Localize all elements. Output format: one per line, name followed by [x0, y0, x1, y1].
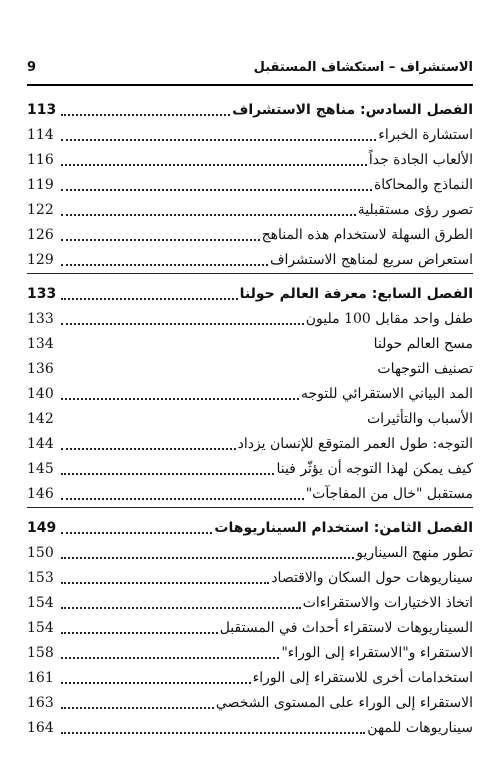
dot-leader: [61, 557, 354, 559]
dot-leader: [61, 323, 304, 325]
toc-entry-row[interactable]: [27, 148, 473, 173]
page-number: 144: [27, 436, 54, 452]
chapter-heading-row[interactable]: [27, 282, 473, 307]
toc-entry-row[interactable]: [27, 616, 473, 641]
page-number: 149: [27, 520, 57, 536]
toc-entry-row[interactable]: [27, 566, 473, 591]
entry-title: الاستقراء إلى الوراء على المستوى الشخصي: [215, 695, 473, 711]
page-number: 142: [27, 411, 54, 427]
entry-title: تطور منهج السيناريو: [356, 545, 473, 561]
toc-entry-row[interactable]: [27, 382, 473, 407]
toc-entry-row[interactable]: [27, 482, 473, 507]
dot-leader: [61, 582, 269, 584]
page-number: 133: [27, 286, 57, 302]
entry-title: كيف يمكن لهذا التوجه أن يؤثّر فينا: [276, 461, 473, 477]
toc-entry-row[interactable]: [27, 248, 473, 273]
toc-entry-row[interactable]: [27, 432, 473, 457]
dot-leader: [61, 532, 212, 534]
chapter-block: [27, 516, 473, 741]
header-rule: [27, 84, 473, 86]
toc-entry-row[interactable]: [27, 332, 473, 357]
entry-title: النماذج والمحاكاة: [373, 177, 473, 193]
page-number: 133: [27, 311, 54, 327]
page-number: 113: [27, 102, 57, 118]
entry-title: اتخاذ الاختيارات والاستقراءات: [302, 595, 473, 611]
entry-title: استشارة الخبراء: [378, 127, 473, 143]
entry-title: طفل واحد مقابل 100 مليون: [305, 311, 473, 327]
page-number: 154: [27, 620, 54, 636]
dot-leader: [61, 657, 279, 659]
dot-leader: [61, 264, 268, 266]
dot-leader: [61, 189, 372, 191]
chapter-block: [27, 98, 473, 274]
entry-title: مسح العالم حولنا: [373, 336, 473, 352]
dot-leader: [61, 732, 365, 734]
toc-entry-row[interactable]: [27, 691, 473, 716]
dot-leader: [61, 448, 236, 450]
page-number: 153: [27, 570, 54, 586]
entry-title: مستقبل "خال من المفاجآت": [305, 486, 473, 502]
dot-leader: [61, 164, 367, 166]
page-number: 150: [27, 545, 54, 561]
toc-entry-row[interactable]: [27, 541, 473, 566]
dot-leader: [61, 632, 218, 634]
entry-title: استخدامات أخرى للاستقراء إلى الوراء: [252, 670, 473, 686]
dot-leader: [61, 707, 214, 709]
page-number: 140: [27, 386, 54, 402]
toc-entry-row[interactable]: [27, 641, 473, 666]
entry-title: استعراض سريع لمناهج الاستشراف: [269, 252, 473, 268]
entry-title: تصور رؤى مستقبلية: [357, 202, 473, 218]
chapter-block: [27, 282, 473, 508]
chapter-title: الفصل السابع: معرفة العالم حولنا: [239, 286, 473, 302]
entry-title: الطرق السهلة لاستخدام هذه المناهج: [261, 227, 473, 243]
page-number: 122: [27, 202, 54, 218]
chapter-title: الفصل الثامن: استخدام السيناريوهات: [214, 520, 473, 536]
table-of-contents: [27, 98, 473, 749]
toc-entry-row[interactable]: [27, 307, 473, 332]
toc-entry-row[interactable]: [27, 457, 473, 482]
dot-leader: [61, 139, 376, 141]
toc-entry-row[interactable]: [27, 223, 473, 248]
dot-leader: [61, 114, 230, 116]
dot-leader: [61, 682, 251, 684]
page-number: 158: [27, 645, 54, 661]
header-running-title: الاستشراف – استكشاف المستقبل: [253, 59, 473, 75]
chapter-heading-row[interactable]: [27, 516, 473, 541]
toc-entry-row[interactable]: [27, 591, 473, 616]
toc-entry-row[interactable]: [27, 407, 473, 432]
page-number: 116: [27, 152, 54, 168]
entry-title: سيناريوهات للمهن: [367, 720, 473, 736]
page-number: 134: [27, 336, 54, 352]
dot-leader: [61, 239, 260, 241]
toc-entry-row[interactable]: [27, 716, 473, 741]
entry-title: الألعاب الجادة جداً: [368, 152, 473, 168]
page-number: 154: [27, 595, 54, 611]
toc-entry-row[interactable]: [27, 198, 473, 223]
entry-title: السيناريوهات لاستقراء أحداث في المستقبل: [219, 620, 473, 636]
page-number: 163: [27, 695, 54, 711]
dot-leader: [61, 473, 274, 475]
chapter-title: الفصل السادس: مناهج الاستشراف: [232, 102, 473, 118]
dot-leader: [61, 214, 356, 216]
dot-leader: [61, 298, 238, 300]
chapter-heading-row[interactable]: [27, 98, 473, 123]
page-number: 136: [27, 361, 54, 377]
header-page-number: 9: [27, 59, 37, 75]
page-number: 119: [27, 177, 54, 193]
dot-leader: [61, 498, 304, 500]
page-number: 145: [27, 461, 54, 477]
entry-title: سيناريوهات حول السكان والاقتصاد: [271, 570, 473, 586]
entry-title: الأسباب والتأثيرات: [366, 411, 473, 427]
page-number: 129: [27, 252, 54, 268]
page-number: 161: [27, 670, 54, 686]
page-number: 114: [27, 127, 54, 143]
toc-entry-row[interactable]: [27, 123, 473, 148]
running-head: [27, 53, 473, 81]
toc-entry-row[interactable]: [27, 357, 473, 382]
dot-leader: [61, 607, 301, 609]
entry-title: الاستقراء و"الاستقراء إلى الوراء": [281, 645, 473, 661]
toc-entry-row[interactable]: [27, 666, 473, 691]
entry-title: التوجه: طول العمر المتوقع للإنسان يزداد: [237, 436, 473, 452]
dot-leader: [61, 398, 299, 400]
page-number: 164: [27, 720, 54, 736]
toc-entry-row[interactable]: [27, 173, 473, 198]
entry-title: المد البياني الاستقرائي للتوجه: [301, 386, 473, 402]
page-number: 126: [27, 227, 54, 243]
page-number: 146: [27, 486, 54, 502]
entry-title: تصنيف التوجهات: [377, 361, 473, 377]
